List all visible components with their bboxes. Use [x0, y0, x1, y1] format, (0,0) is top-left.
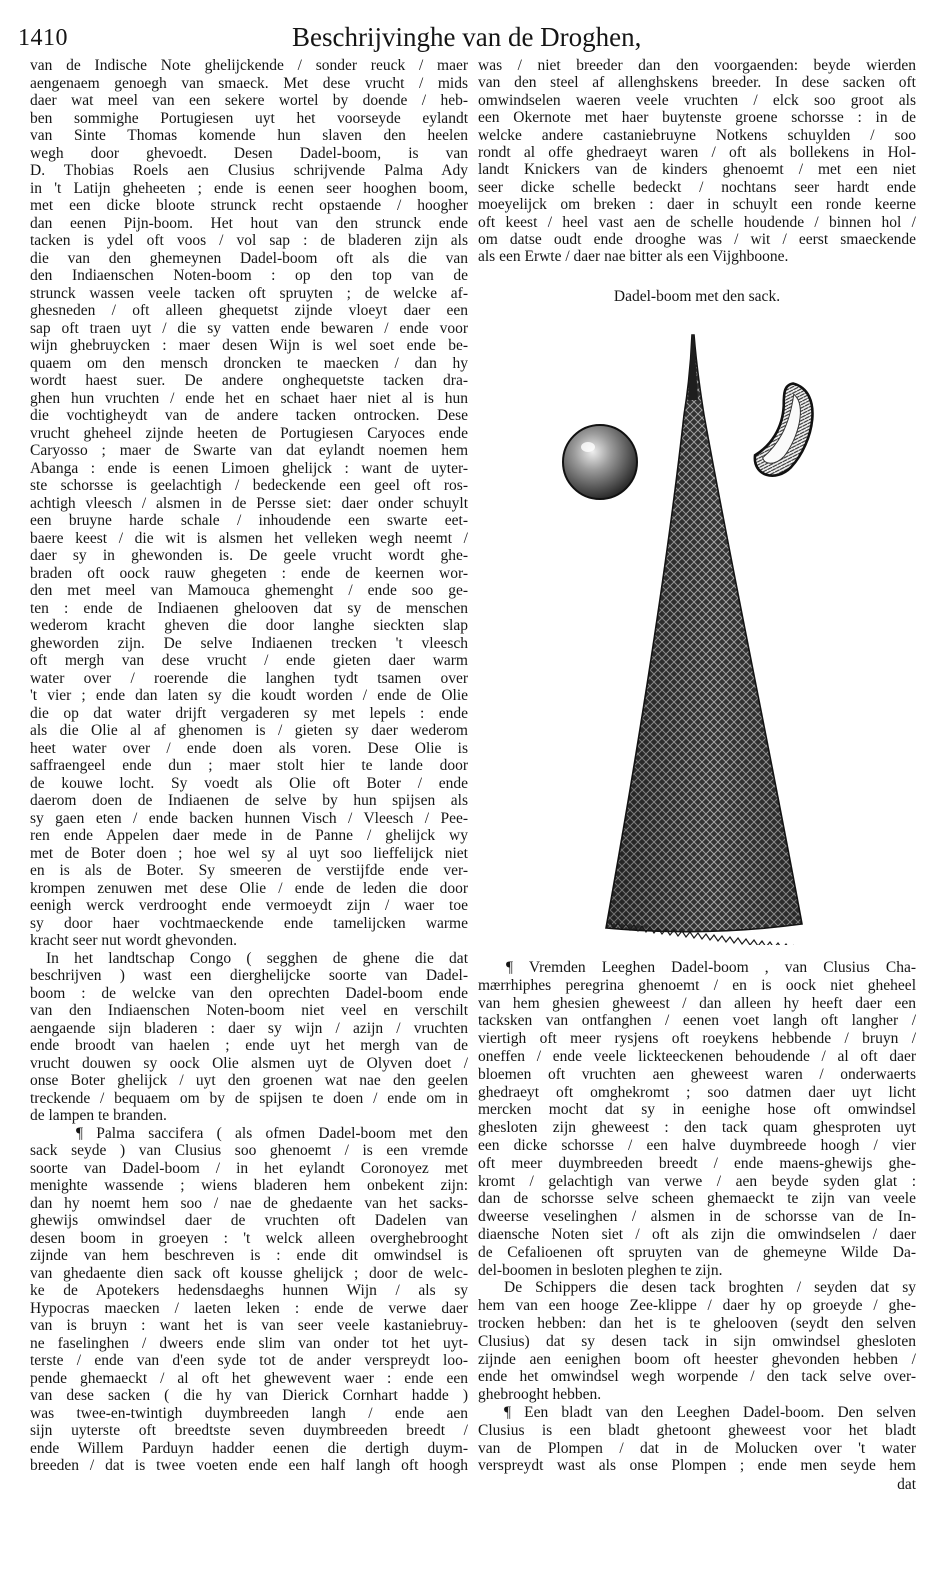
text-line: Caryosso ; maer de Swarte van dat eylandt noemen hem [30, 442, 468, 459]
text-line: van dese sacken ( die hy van Dierick Cornhart hadde ) [30, 1387, 468, 1404]
text-line: quaem om den mensch droncken te maecken / dan hy [30, 354, 468, 372]
text-line: kracht seer nut wordt ghevonden. [30, 932, 238, 949]
text-line: zijnde aen eenighen boom oft heester ghevonden hebben / [478, 1350, 916, 1368]
text-line: oft mergh van dese vrucht / ende gieten daer warm [30, 652, 468, 669]
text-line: den met meel van Mamouca ghemenght / ende soo ge- [30, 582, 468, 599]
fruit-highlight [581, 442, 595, 452]
text-line: van is bruyn : want het is van seer veele kastaniebruy- [30, 1317, 468, 1334]
text-line: mercken mocht dat sy in eenighe hose oft omwindsel [478, 1101, 916, 1119]
text-line: rondt al offe ghedraeyt waren / oft als bollekens in Hol- [478, 143, 916, 161]
text-line: ende broodt van haelen ; ende uyt het mergh van de [30, 1037, 468, 1054]
text-line: van de Indische Note ghelijckende / sonder reuck / maer [30, 57, 468, 74]
text-line: hem van een hooge Zee-klippe / daer hy op groeyde / ghe- [478, 1297, 916, 1315]
text-line: van ghedaente dien sack oft kousse ghelijck ; door de welc- [30, 1264, 468, 1282]
text-line: daer wat meel van een sekere wortel by doende / heb- [30, 92, 468, 109]
text-line: ghesloten zijn gheweest : den tack quam ghesproten uyt [478, 1119, 916, 1137]
text-line: was / niet breeder dan den voorgaenden: beyde wierden [478, 57, 916, 74]
text-line: om datse oudt ende drooghe was / wit / eerst smaeckende [478, 230, 916, 248]
paragraph-schippers [478, 1279, 916, 1404]
text-line: ende het omwindsel wegh worpende / den tack selve over- [478, 1368, 916, 1386]
text-line: Clusius is een bladt ghetoont gheweest voor het bladt [478, 1421, 916, 1439]
text-line: water over / roerende die langhen tydt tsamen over [30, 669, 468, 687]
paragraph [30, 57, 468, 950]
text-line: del-boomen in besloten pleghen te zijn. [478, 1261, 723, 1279]
text-line: heet water over / ende doen als voren. Dese Olie is [30, 739, 468, 757]
text-line: dan de schorsse selve scheen ghemaeckt te zijn van veele [478, 1190, 916, 1208]
text-line: ghen hun vruchten / ende het en schaet haer niet al is hun [30, 389, 468, 407]
text-line: van de Plompen / dat in de Molucken over 't water [478, 1439, 916, 1457]
text-line: Abanga : ende is eenen Limoen ghelijck : want de uyter- [30, 459, 468, 477]
text-line: aengaende sijn bladeren : daer sy wijn / azijn / vruchten [30, 1019, 468, 1037]
text-line: daer sy in ghewonden is. De geele vrucht wordt ghe- [30, 547, 468, 564]
text-line: die vochtigheydt van de andere tacken ontrocken. Dese [30, 407, 468, 424]
text-line: terste / ende van d'een syde tot de ander verspreydt loo- [30, 1352, 468, 1369]
text-line: en is als de Boter. Sy smeeren de verstijfde ende ver- [30, 862, 468, 879]
text-line: den Indiaenschen Noten-boom : op den top van de [30, 267, 468, 284]
text-line: de lampen te branden. [30, 1107, 167, 1124]
text-line: De Schippers die desen tack broghten / seyden dat sy [504, 1279, 916, 1297]
text-line: diaensche Noten siet / oft als zijn die omwindselen / daer [478, 1225, 916, 1243]
text-line: een dicke schorsse / een halve duymbreede hoogh / vier [478, 1136, 916, 1154]
text-line: baere keest / die wit is alsmen het velleken wegh neemt / [30, 529, 468, 547]
text-line: zijnde van hem beschreven is : ende dit omwindsel is [30, 1247, 468, 1264]
text-line: gheworden zijn. De selve Indiaenen trecken 't vleesch [30, 634, 468, 652]
text-line: desen boom in groeyen : 't welck alleen overghebrooght [30, 1229, 468, 1247]
text-line: van den steel af allenghskens breeder. In dese sacken oft [478, 74, 916, 92]
text-line: dan eenen Pijn-boom. Het hout van den strunck ende [30, 214, 468, 232]
text-line: van den Indiaenschen Noten-boom niet veel en verschilt [30, 1002, 468, 1019]
paragraph-continued [478, 57, 916, 266]
text-line: eenigh werck verdrooght ende vermoeydt zijn / waer toe [30, 897, 468, 914]
text-line: Clusius) dat sy desen tack in sijn omwindsel ghesloten [478, 1332, 916, 1350]
text-line: sy door haer vochtmaeckende ende tamelijcken warme [30, 914, 468, 932]
text-line: D. Thobias Roels aen Clusius schrijvende Palma Ady [30, 162, 468, 179]
text-line: tacken is ydel oft voos / vol sap : de bladeren zijn als [30, 232, 468, 249]
text-line: met de Boter doen ; hoe wel sy al uyt soo lieffelijck niet [30, 844, 468, 862]
text-line: in 't Latijn gheheeten ; ende is eenen seer hooghen boom, [30, 179, 468, 197]
text-line: ghesneden / oft alleen ghequetst zijnde vloeyt daer een [30, 302, 468, 319]
text-line: omwindselen waeren veele vruchten / elck soo groot als [478, 91, 916, 109]
text-line: ke de Apotekers hedensdaeghs hunnen Wijn / als sy [30, 1282, 468, 1299]
text-line: soorte van Dadel-boom / in het eylandt Coronoyez met [30, 1159, 468, 1177]
text-line: aengenaem genoegh van smaeck. Met dese vrucht / mids [30, 74, 468, 92]
text-line: krompen zenuwen met dese Olie / ende de leden die door [30, 879, 468, 897]
text-line: ende Willem Parduyn hadder eenen die dertigh duym- [30, 1439, 468, 1457]
text-line: wijn ghebruycken : maer desen Wijn is wel soet ende be- [30, 337, 468, 354]
text-line: sy gaen eten / ende backen hunnen Visch / Vleesch / Pee- [30, 809, 468, 827]
figure-caption: Dadel-boom met den sack. [613, 288, 781, 305]
text-line: dweerse veselinghen / alsmen in de schorsse van de In- [478, 1208, 916, 1226]
text-line: ghebrooght hebben. [478, 1386, 602, 1404]
text-line: achtigh vleesch / alsmen in de Persse siet: daer onder schuylt [30, 494, 468, 512]
paragraph-een-bladt [478, 1404, 916, 1475]
running-title: Beschrijvinghe van de Droghen, [292, 22, 642, 52]
paragraph-vremden-leeghen-dadel-boom [478, 959, 916, 1279]
text-line: de kouwe locht. Sy voedt als Olie oft Boter / ende [30, 774, 468, 792]
text-line: wegh door ghevoedt. Desen Dadel-boom, is van [30, 144, 468, 162]
text-line: kromt / gelachtigh van verwe / aen beyde syden glat : [478, 1172, 916, 1190]
text-line: beschrijven ) wast een dierghelijcke soorte van Dadel- [30, 967, 468, 984]
left-text-column [30, 57, 468, 1475]
text-line: onse Boter ghelijck / uyt den groenen wat nae den geelen [30, 1072, 468, 1089]
text-line: moeyelijck om breken : daer in schuylt een ronde keerne [478, 196, 916, 214]
text-line: landt Knickers van de kinders ghenoemt / met een niet [478, 161, 916, 179]
text-line: sap oft traen uyt / die sy vatten ende bewaren / ende voor [30, 319, 468, 337]
text-line: die op dat water drijft vergaderen sy met lepels : ende [30, 704, 468, 722]
text-line: Hypocras maecken / laeten leken : ende de verwe daer [30, 1299, 468, 1317]
text-line: pende ghemaeckt / al oft het ghewevent waer : ende een [30, 1369, 468, 1387]
text-line: vrucht gheheel zijnde heeten de Portugiesen Caryoces ende [30, 424, 468, 442]
text-line: ste schorsse is geelachtigh / bedeckende een geel oft ros- [30, 477, 468, 494]
catchword: dat [897, 1476, 916, 1493]
text-line: tacksken van ontfanghen / eenen voet langh oft langher / [478, 1012, 916, 1030]
text-line: bloemen oft vruchten aen gheweest waren / onderwaerts [478, 1065, 916, 1083]
text-line: menighte wassende ; wiens bladeren hem onbekent zijn: [30, 1177, 468, 1194]
text-line: trocken hebben: dan het is te ghelooven (seydt den selven [478, 1314, 916, 1332]
text-line: seer dicke schelle bedeckt / nochtans seer hardt ende [478, 178, 916, 196]
text-line: viertigh oft meer rysjens oft roeykens hebbende / bruyn / [478, 1030, 916, 1048]
text-line: van Sinte Thomas komende hun slaven den heelen [30, 127, 468, 144]
text-line: oneffen / ende veele lickteeckenen behoudende / al oft daer [478, 1047, 916, 1065]
text-line: ben sommighe Portugiesen uyt het voorseyde eylandt [30, 109, 468, 127]
text-line: als een Erwte / daer nae bitter als een Vijghboone. [478, 248, 789, 266]
text-line: sijn uyterste oft breedtste seven duymbreeden breedt / [30, 1422, 468, 1439]
right-text-column-bottom [478, 959, 916, 1475]
text-line: als die Olie al af ghenomen is / gieten sy daer wederom [30, 722, 468, 739]
text-line: mærrhiphes peregrina ghenoemt / en is oock niet gheheel [478, 976, 916, 994]
text-line: wordt haest suer. De andere onghequetste tacken dra- [30, 372, 468, 389]
text-line: een Okernote met haer buytenste groene schorsse : in de [478, 109, 916, 127]
text-line: boom : de welcke van den oprechten Dadel-boom ende [30, 984, 468, 1002]
text-line: ten : ende de Indiaenen ghelooven dat sy de menschen [30, 599, 468, 617]
text-line: 't vier ; ende dan laten sy die koudt worden / ende de Olie [30, 687, 468, 704]
text-line: ¶ Vremden Leeghen Dadel-boom , van Clusius Cha- [506, 959, 916, 976]
text-line: ghewijs omwindsel daer de vruchten oft Dadelen van [30, 1212, 468, 1229]
text-line: braden oft oock rauw ghegeten : ende de keernen wor- [30, 564, 468, 582]
round-fruit [563, 425, 637, 499]
paragraph-palma-saccifera [30, 1125, 468, 1475]
text-line: oft keest / heel vast aen de schelle houdende / binnen hol / [478, 213, 916, 231]
text-line: van hem ghesien gheweest / dan alleen hy heeft daer een [478, 994, 916, 1012]
text-line: ¶ Een bladt van den Leeghen Dadel-boom. Den selven [504, 1403, 916, 1421]
text-line: In het landtschap Congo ( segghen de ghene die dat [46, 949, 468, 967]
text-line: ren ende Appelen daer mede in de Panne / ghelijck wy [30, 827, 468, 844]
text-line: verspreydt wast als onse Plompen ; ende men seyde hem [478, 1457, 916, 1475]
text-line: een bruyne harde schale / inhoudende een swarte eet- [30, 512, 468, 529]
text-line: ¶ Palma saccifera ( als ofmen Dadel-boom met den [76, 1124, 468, 1142]
text-line: sack seyde ) van Clusius soo ghenoemt / is een vremde [30, 1142, 468, 1159]
text-line: oft meer duymbreeden breedt / ende maens-ghewijs ghe- [478, 1154, 916, 1172]
text-line: breeden / dat is twee voeten ende een half langh oft hoogh [30, 1457, 468, 1474]
text-line: saffraengeel ende dun ; maer stolt hier te lande door [30, 757, 468, 774]
text-line: ne faselinghen / dweers ende slim van onder tot het uyt- [30, 1334, 468, 1352]
right-text-column-top [478, 57, 916, 266]
text-line: wederom kracht gheven die door langhe sieckten slap [30, 617, 468, 634]
text-line: strunck wassen veele tacken oft spruyten ; de welcke af- [30, 284, 468, 302]
sack-shading [606, 335, 802, 932]
paragraph-congo [30, 950, 468, 1125]
page-number: 1410 [18, 25, 68, 51]
text-line: daerom doen de Indiaenen de selve by hun spijsen als [30, 792, 468, 809]
text-line: dan hy noemt hem soo / nae de ghedaente van het sacks- [30, 1194, 468, 1212]
text-line: was twee-en-twintigh duymbreeden langh / ende aen [30, 1404, 468, 1422]
text-line: welcke andere castaniebruyne Notkens schuylden / soo [478, 126, 916, 144]
text-line: treckende / bequaem om by de spijsen te doen / ende om in [30, 1089, 468, 1107]
text-line: die van den ghemeynen Dadel-boom oft als die van [30, 249, 468, 267]
text-line: vrucht douwen sy oock Olie alsmen uyt de Olyven doet / [30, 1054, 468, 1072]
date-palm-sack-illustration [478, 330, 918, 945]
text-line: ghedraeyt oft omghekromt ; soo datmen daer uyt licht [478, 1083, 916, 1101]
text-line: de Cefalioenen oft spruyten van de ghemeyne Wilde Da- [478, 1243, 916, 1261]
text-line: met een dicke bloote strunck recht opstaende / hoogher [30, 197, 468, 214]
